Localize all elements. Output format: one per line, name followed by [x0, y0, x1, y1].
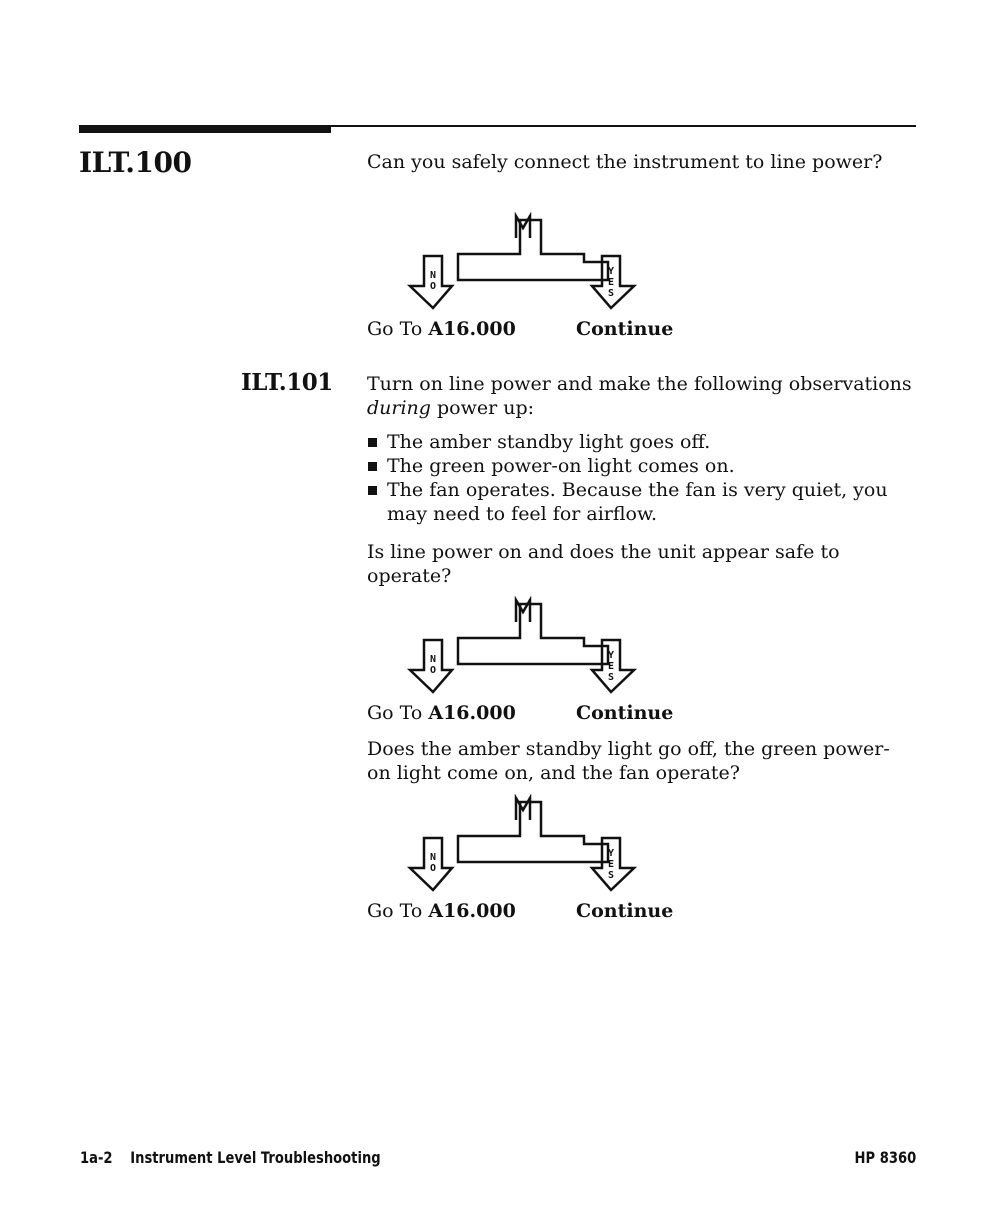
go-to-target: A16.000 [428, 318, 516, 340]
diagram-branch-line [458, 220, 608, 280]
intro-rest: power up: [437, 397, 535, 419]
footer-product-name: HP 8360 [854, 1148, 916, 1167]
go-to-target: A16.000 [428, 900, 516, 922]
question-ilt100: Can you safely connect the instrument to line power? [367, 151, 883, 173]
yes-no-decision-diagram [396, 212, 658, 322]
yes-arrow-letter: Y [607, 650, 615, 661]
yes-arrow-letter: E [607, 859, 615, 870]
question-ilt101-b: Does the amber standby light go off, the green power-on light come on, and the fan operate? [367, 738, 890, 784]
list-item: The fan operates. Because the fan is very quiet, you may need to feel for airflow. [367, 478, 912, 526]
yes-arrow-letter: E [607, 661, 615, 672]
go-to-text: Go To [367, 702, 423, 724]
go-to-text: Go To [367, 900, 423, 922]
go-to-target: A16.000 [428, 702, 516, 724]
go-to-text: Go To [367, 318, 423, 340]
no-arrow-letter: N [429, 654, 437, 665]
yes-arrow-letter: S [607, 870, 615, 881]
header-rule-thin [331, 125, 916, 127]
footer-chapter-title: Instrument Level Troubleshooting [130, 1148, 381, 1167]
diagram-branch-line [458, 604, 608, 664]
yes-arrow-letter: S [607, 672, 615, 683]
no-branch-label [367, 899, 516, 923]
footer-left [80, 1148, 381, 1167]
no-arrow-letter: O [429, 665, 437, 676]
diagram-branch-line [458, 802, 608, 862]
header-rule-thick [79, 125, 331, 133]
intro-text: Turn on line power and make the following observations [367, 373, 912, 395]
no-arrow-letter: O [429, 281, 437, 292]
yes-no-decision-diagram [396, 596, 658, 706]
footer-section-number: 1a-2 [80, 1148, 113, 1167]
intro-ilt101 [367, 372, 912, 420]
yes-arrow-letter: S [607, 288, 615, 299]
step-id-ilt101: ILT.101 [241, 369, 333, 396]
yes-arrow-letter: E [607, 277, 615, 288]
yes-no-decision-diagram [396, 794, 658, 904]
yes-branch-label: Continue [576, 702, 674, 724]
no-branch-label [367, 701, 516, 725]
yes-branch-label: Continue [576, 900, 674, 922]
no-branch-label [367, 317, 516, 341]
yes-arrow-letter: Y [607, 848, 615, 859]
no-arrow-letter: N [429, 270, 437, 281]
question-ilt101-a: Is line power on and does the unit appear safe to operate? [367, 541, 840, 587]
observation-list [367, 430, 912, 526]
yes-branch-label: Continue [576, 318, 674, 340]
step-id-ilt100: ILT.100 [79, 146, 192, 179]
intro-emphasis: during [367, 397, 431, 419]
no-arrow-letter: N [429, 852, 437, 863]
yes-arrow-letter: Y [607, 266, 615, 277]
list-item: The amber standby light goes off. [367, 430, 912, 454]
list-item: The green power-on light comes on. [367, 454, 912, 478]
no-arrow-letter: O [429, 863, 437, 874]
